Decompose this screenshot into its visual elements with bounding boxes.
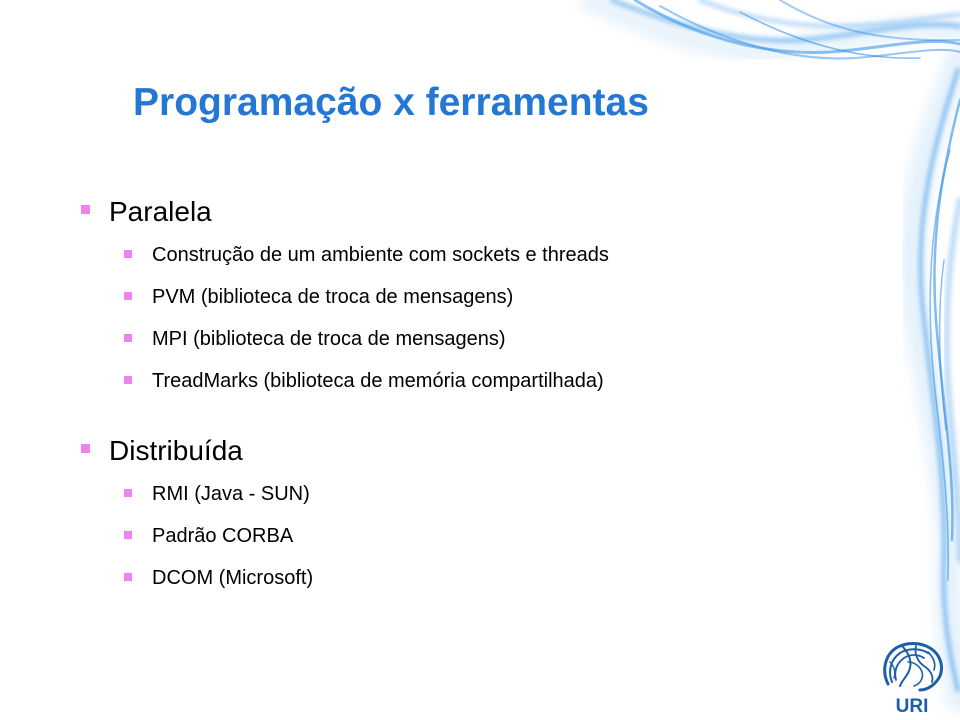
- list-item-text: PVM (biblioteca de troca de mensagens): [152, 286, 514, 308]
- square-bullet-icon: [81, 444, 90, 453]
- section-paralela: [78, 190, 838, 402]
- section-label: Distribuída: [109, 435, 243, 466]
- square-bullet-icon: [124, 531, 132, 539]
- list-item: [122, 473, 838, 515]
- uri-emblem-icon: [885, 644, 942, 691]
- square-bullet-icon: [124, 334, 132, 342]
- section-distribuida: [78, 429, 838, 599]
- list-item-text: MPI (biblioteca de troca de mensagens): [152, 328, 506, 350]
- slide-title: Programação x ferramentas: [133, 81, 649, 124]
- uri-logo: [872, 632, 952, 716]
- list-item-text: Padrão CORBA: [152, 525, 294, 547]
- list-item-text: RMI (Java - SUN): [152, 483, 310, 505]
- logo-text: URI: [895, 696, 929, 716]
- list-item-text: DCOM (Microsoft): [152, 567, 314, 589]
- list-item: [122, 276, 838, 318]
- list-item: [122, 318, 838, 360]
- sub-list: [78, 473, 838, 599]
- list-item: [122, 360, 838, 402]
- square-bullet-icon: [124, 489, 132, 497]
- section-label: Paralela: [109, 196, 212, 227]
- square-bullet-icon: [81, 205, 90, 214]
- square-bullet-icon: [124, 292, 132, 300]
- list-item-text: Construção de um ambiente com sockets e threads: [152, 244, 609, 266]
- list-item: [122, 515, 838, 557]
- list-item-text: TreadMarks (biblioteca de memória compartilhada): [152, 370, 604, 392]
- square-bullet-icon: [124, 250, 132, 258]
- square-bullet-icon: [124, 573, 132, 581]
- slide-content: [78, 190, 838, 599]
- sub-list: [78, 234, 838, 402]
- list-item: [122, 234, 838, 276]
- bullet-level1: [78, 429, 838, 473]
- list-item: [122, 557, 838, 599]
- square-bullet-icon: [124, 376, 132, 384]
- bullet-level1: [78, 190, 838, 234]
